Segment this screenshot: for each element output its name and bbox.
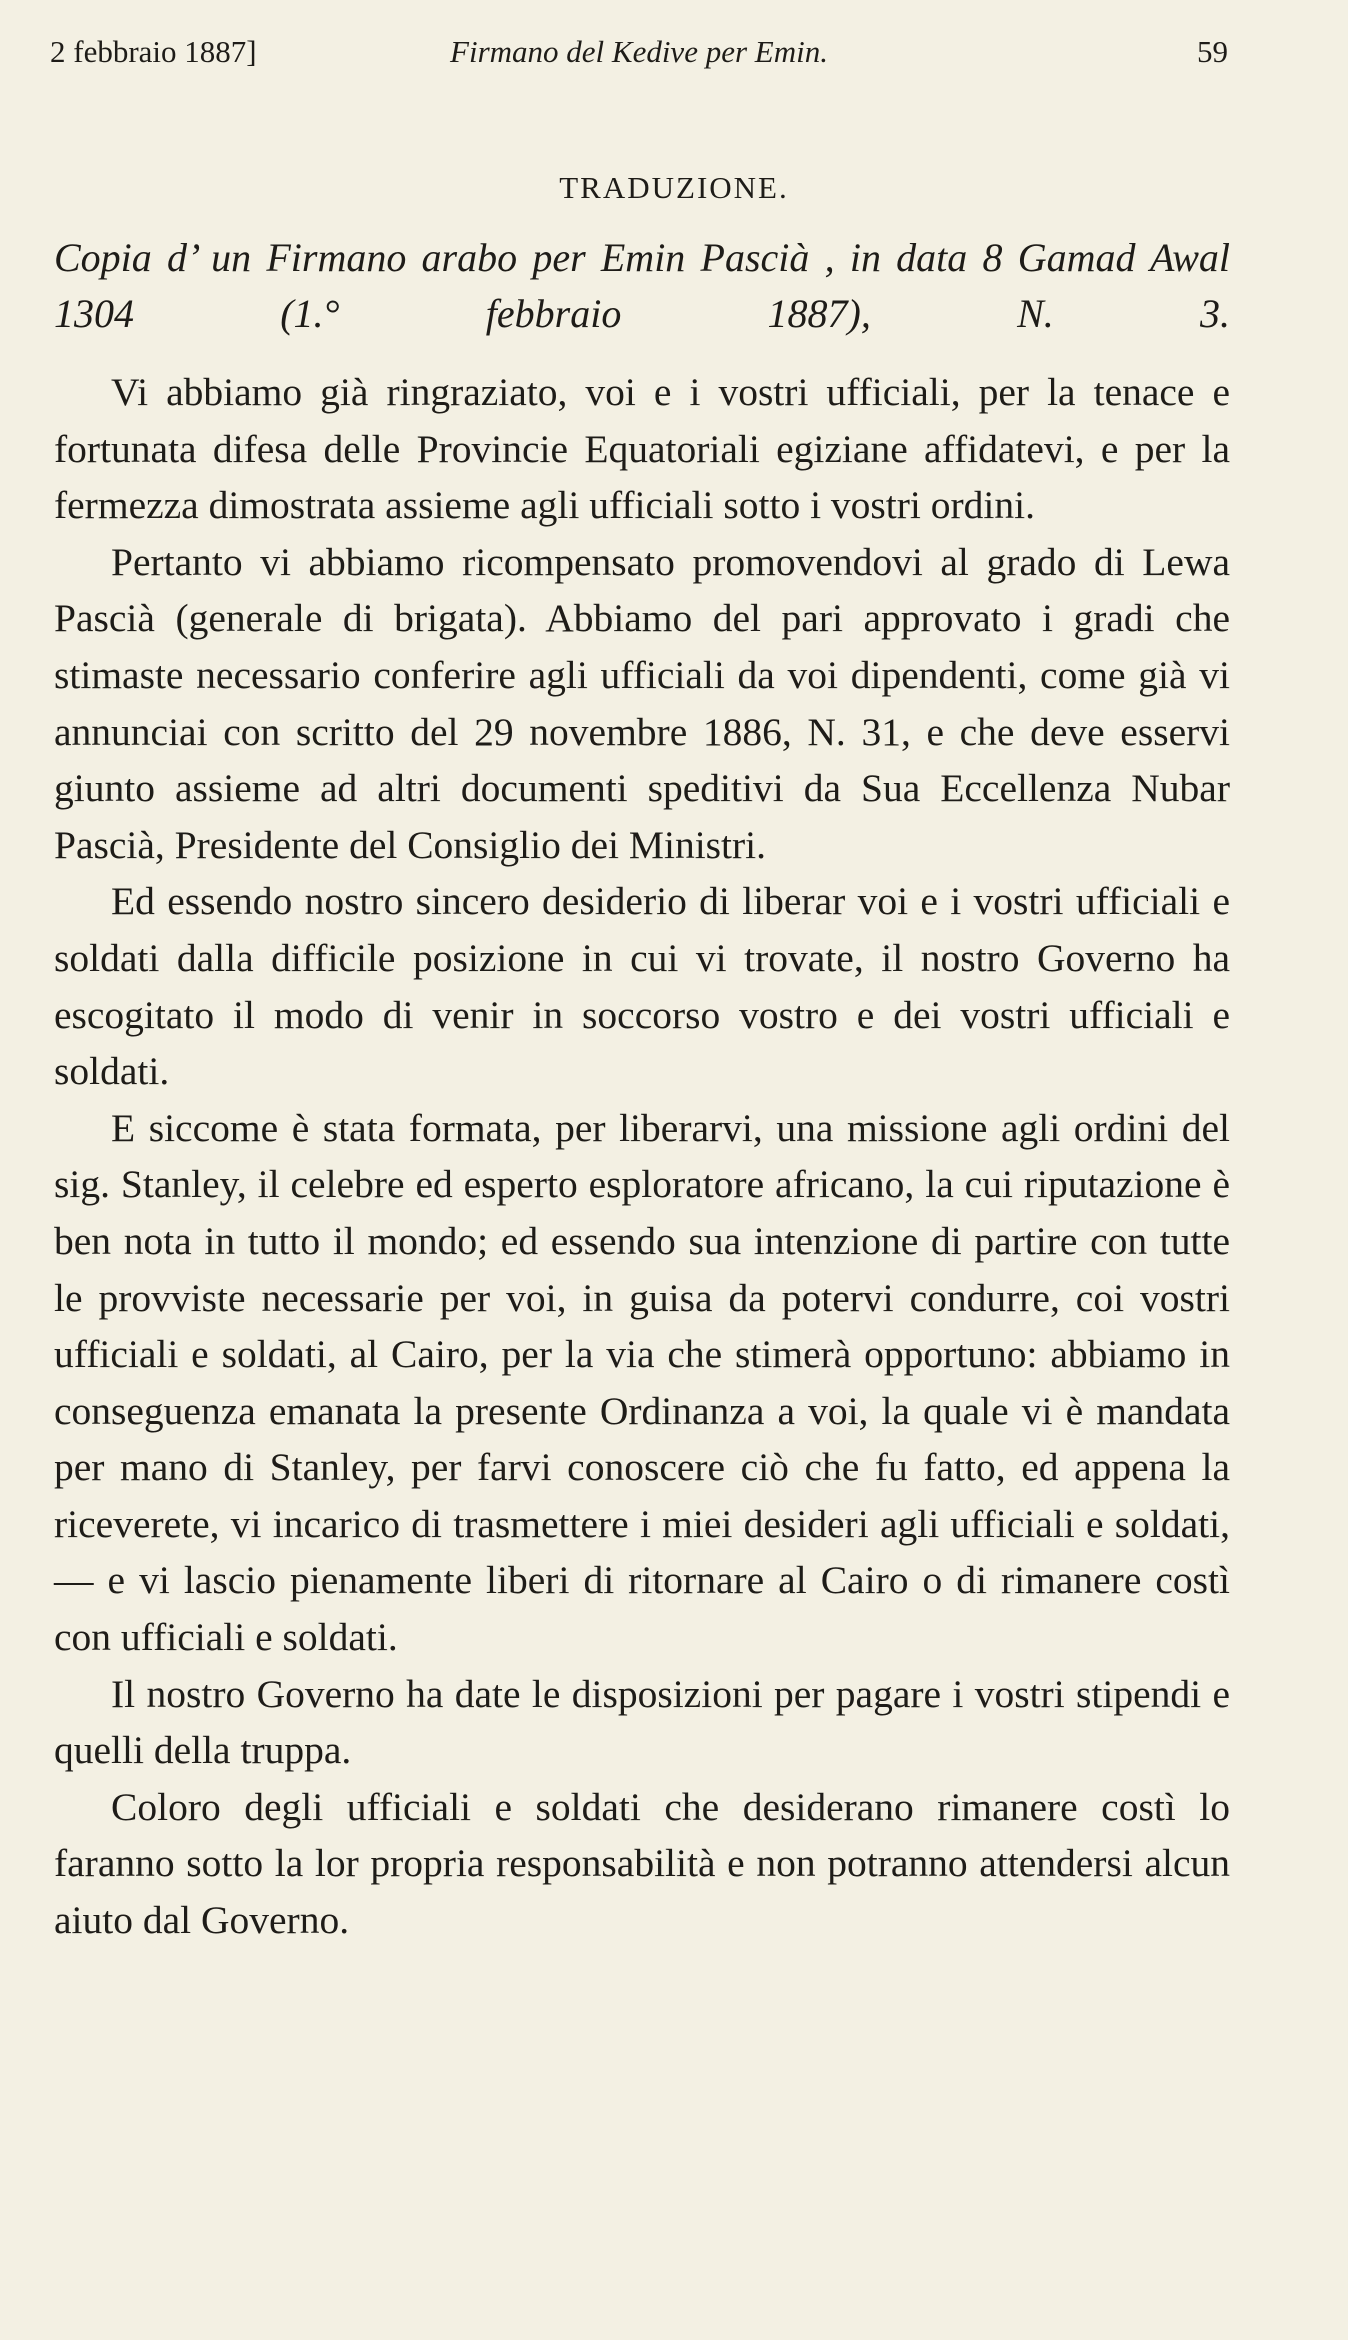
- paragraph: Vi abbiamo già ringraziato, voi e i vostri ufficiali, per la tenace e fortunata difesa delle Provincie Equatoriali egiziane affidatevi, e per la fermezza dimostrata assieme agli ufficiali sotto i vostri ordini.: [54, 370, 1230, 528]
- paragraph: E siccome è stata formata, per liberarvi, una missione agli ordini del sig. Stanley, il celebre ed esperto esploratore africano, la cui riputazione è ben nota in tutto il mondo; ed essendo sua intenzione di partire con tutte le provviste necessarie per voi, in guisa da potervi condurre, coi vostri ufficiali e soldati, al Cairo, per la via che stimerà opportuno: abbiamo in conseguenza emanata la presente Ordinanza a voi, la quale vi è mandata per mano di Stanley, per farvi conoscere ciò che fu fatto, ed appena la riceverete, vi incarico di trasmettere i miei desideri agli ufficiali e soldati, — e vi lascio pienamente liberi di ritornare al Cairo o di rimanere costì con ufficiali e soldati.: [54, 1105, 1230, 1660]
- paragraph: Coloro degli ufficiali e soldati che desiderano rimanere costì lo faranno sotto la lor propria responsabilità e non potranno attendersi alcun aiuto dal Governo.: [54, 1784, 1230, 1943]
- paragraph: Ed essendo nostro sincero desiderio di liberar voi e i vostri ufficiali e soldati dalla difficile posizione in cui vi trovate, il nostro Governo ha escogitato il modo di venir in soccorso vostro e dei vostri ufficiali e soldati.: [54, 879, 1230, 1094]
- paragraph: Il nostro Governo ha date le disposizioni per pagare i vostri stipendi e quelli della truppa.: [54, 1671, 1230, 1773]
- running-head: [50, 30, 1228, 74]
- body-text: [54, 364, 1230, 1949]
- document-title: Copia d’ un Firmano arabo per Emin Pascià , in data 8 Gamad Awal 1304 (1.° febbraio 1887), N. 3.: [54, 235, 1230, 336]
- section-heading: TRADUZIONE.: [559, 170, 789, 205]
- page-number: 59: [1197, 34, 1228, 69]
- running-head-date: 2 febbraio 1887]: [50, 34, 257, 69]
- running-head-title: Firmano del Kedive per Emin.: [450, 34, 828, 69]
- paragraph: Pertanto vi abbiamo ricompensato promovendovi al grado di Lewa Pascià (generale di brigata). Abbiamo del pari approvato i gradi che stimaste necessario conferire agli ufficiali da voi dipendenti, come già vi annunciai con scritto del 29 novembre 1886, N. 31, e che deve esservi giunto assieme ad altri documenti speditivi da Sua Eccellenza Nubar Pascià, Presidente del Consiglio dei Ministri.: [54, 539, 1230, 867]
